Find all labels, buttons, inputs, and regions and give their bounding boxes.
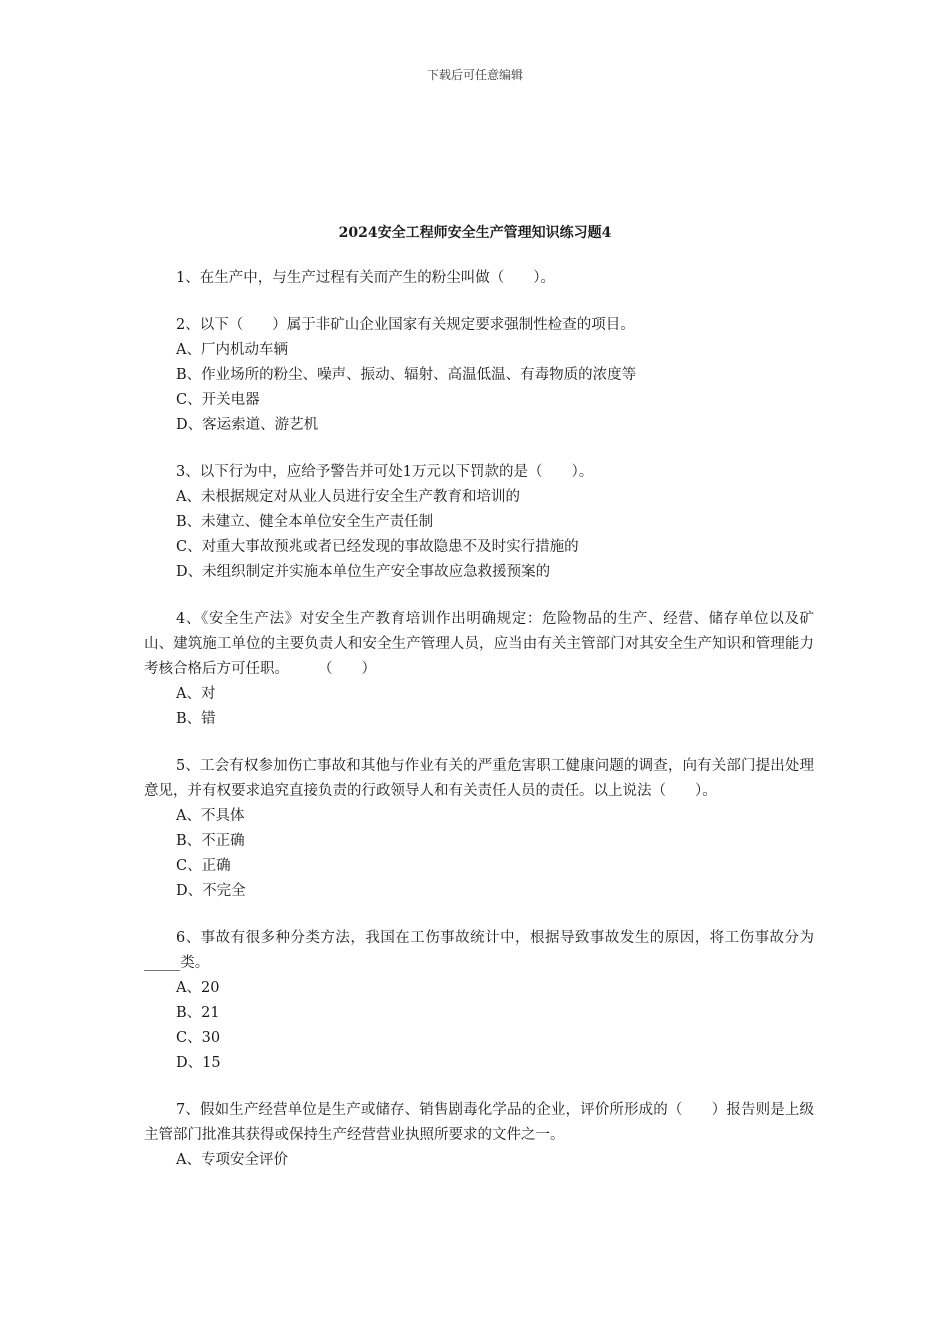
option-a: A、专项安全评价	[176, 1152, 288, 1168]
option-b: B、错	[176, 711, 216, 727]
question-2	[144, 313, 814, 438]
question-stem: 2、以下（ ）属于非矿山企业国家有关规定要求强制性检查的项目。	[176, 317, 635, 333]
question-4	[144, 607, 814, 732]
question-stem: 5、工会有权参加伤亡事故和其他与作业有关的严重危害职工健康问题的调查，向有关部门提出处理意见，并有权要求追究直接负责的行政领导人和有关责任人员的责任。以上说法（ ）。	[144, 758, 814, 799]
option-d: D、未组织制定并实施本单位生产安全事故应急救援预案的	[176, 564, 551, 580]
question-stem: 6、事故有很多种分类方法，我国在工伤事故统计中，根据导致事故发生的原因，将工伤事故分为_____类。	[144, 930, 814, 971]
question-3	[144, 460, 814, 585]
option-a: A、未根据规定对从业人员进行安全生产教育和培训的	[176, 489, 520, 505]
question-6	[144, 926, 814, 1076]
question-stem: 1、在生产中，与生产过程有关而产生的粉尘叫做（ ）。	[176, 270, 555, 286]
option-b: B、不正确	[176, 833, 245, 849]
option-a: A、厂内机动车辆	[176, 342, 288, 358]
question-7	[144, 1098, 814, 1173]
document-title: 2024安全工程师安全生产管理知识练习题4	[338, 225, 612, 241]
question-stem: 4、《安全生产法》对安全生产教育培训作出明确规定：危险物品的生产、经营、储存单位以及矿山、建筑施工单位的主要负责人和安全生产管理人员，应当由有关主管部门对其安全生产知识和管理能力考核合格后方可任职。 （ ）	[144, 611, 814, 677]
question-stem: 3、以下行为中，应给予警告并可处1万元以下罚款的是（ ）。	[176, 464, 594, 480]
option-c: C、30	[176, 1030, 221, 1046]
option-c: C、对重大事故预兆或者已经发现的事故隐患不及时实行措施的	[176, 539, 579, 555]
question-stem: 7、假如生产经营单位是生产或储存、销售剧毒化学品的企业，评价所形成的（ ）报告则是上级主管部门批准其获得或保持生产经营营业执照所要求的文件之一。	[144, 1102, 814, 1143]
question-5	[144, 754, 814, 904]
option-b: B、21	[176, 1005, 220, 1021]
option-a: A、20	[176, 980, 220, 996]
question-1	[144, 266, 814, 291]
option-a: A、不具体	[176, 808, 245, 824]
option-c: C、开关电器	[176, 392, 260, 408]
page-header-note: 下载后可任意编辑	[426, 68, 523, 82]
option-d: D、客运索道、游艺机	[176, 417, 319, 433]
option-b: B、作业场所的粉尘、噪声、振动、辐射、高温低温、有毒物质的浓度等	[176, 367, 637, 383]
question-list	[144, 266, 814, 1195]
option-b: B、未建立、健全本单位安全生产责任制	[176, 514, 434, 530]
option-d: D、15	[176, 1055, 221, 1071]
option-c: C、正确	[176, 858, 231, 874]
option-a: A、对	[176, 686, 216, 702]
option-d: D、不完全	[176, 883, 246, 899]
